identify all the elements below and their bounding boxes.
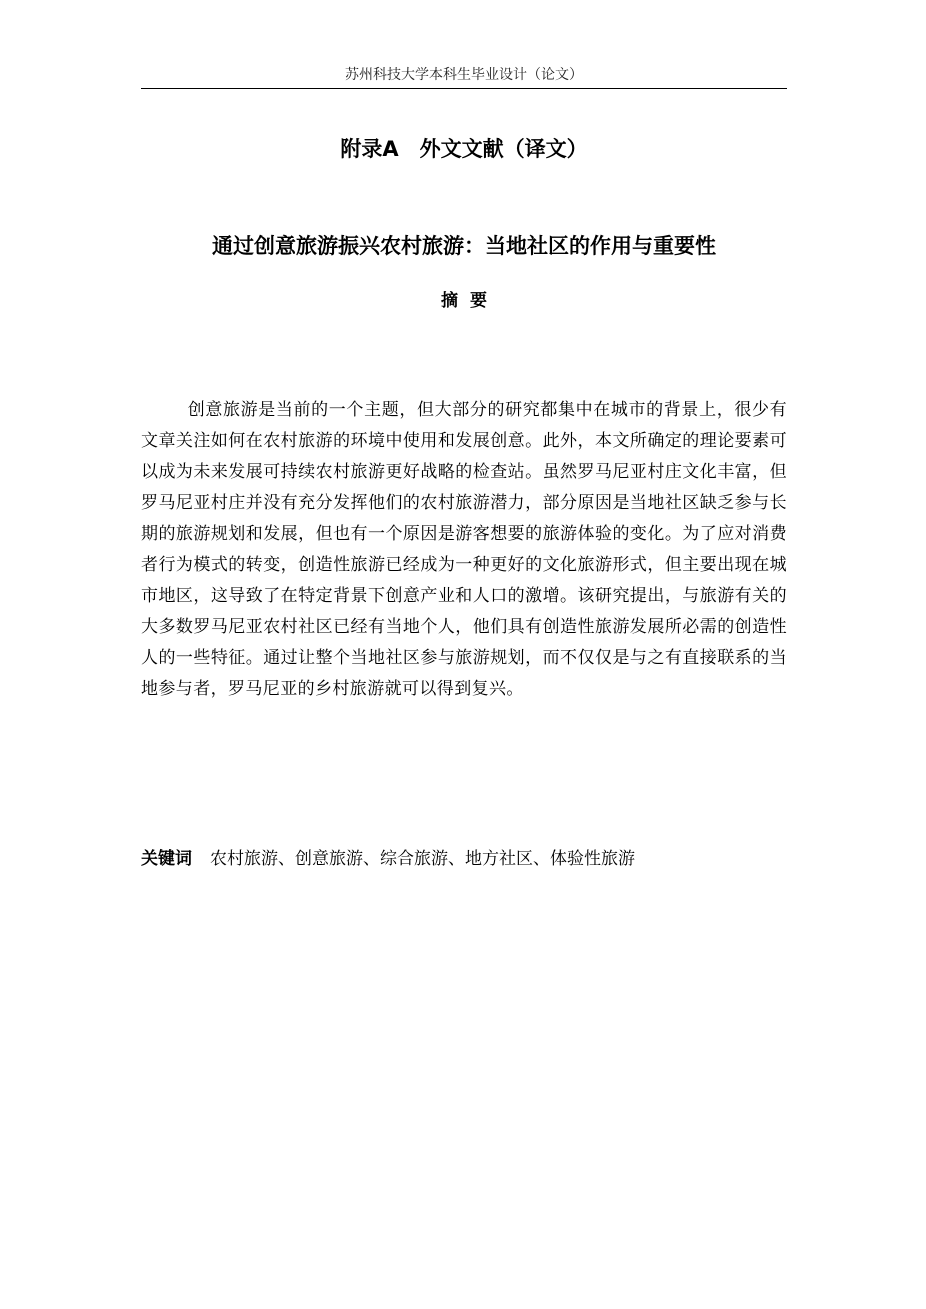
keywords-list: 农村旅游、创意旅游、综合旅游、地方社区、体验性旅游 [210, 849, 635, 869]
abstract-heading: 摘要 [441, 291, 499, 311]
header-rule [141, 88, 787, 89]
abstract-body: 创意旅游是当前的一个主题，但大部分的研究都集中在城市的背景上，很少有文章关注如何在农村旅游的环境中使用和发展创意。此外，本文所确定的理论要素可以成为未来发展可持续农村旅游更好战略的检查站。虽然罗马尼亚村庄文化丰富，但罗马尼亚村庄并没有充分发挥他们的农村旅游潜力，部分原因是当地社区缺乏参与长期的旅游规划和发展，但也有一个原因是游客想要的旅游体验的变化。为了应对消费者行为模式的转变，创造性旅游已经成为一种更好的文化旅游形式，但主要出现在城市地区，这导致了在特定背景下创意产业和人口的激增。该研究提出，与旅游有关的大多数罗马尼亚农村社区已经有当地个人，他们具有创造性旅游发展所必需的创造性人的一些特征。通过让整个当地社区参与旅游规划，而不仅仅是与之有直接联系的当地参与者，罗马尼亚的乡村旅游就可以得到复兴。 [141, 400, 787, 699]
page-header: 苏州科技大学本科生毕业设计（论文） [345, 67, 583, 83]
keywords-label: 关键词 [141, 849, 192, 869]
paper-title: 通过创意旅游振兴农村旅游：当地社区的作用与重要性 [212, 234, 716, 258]
keywords-line [141, 845, 787, 873]
appendix-title: 附录A 外文文献（译文） [340, 137, 588, 161]
